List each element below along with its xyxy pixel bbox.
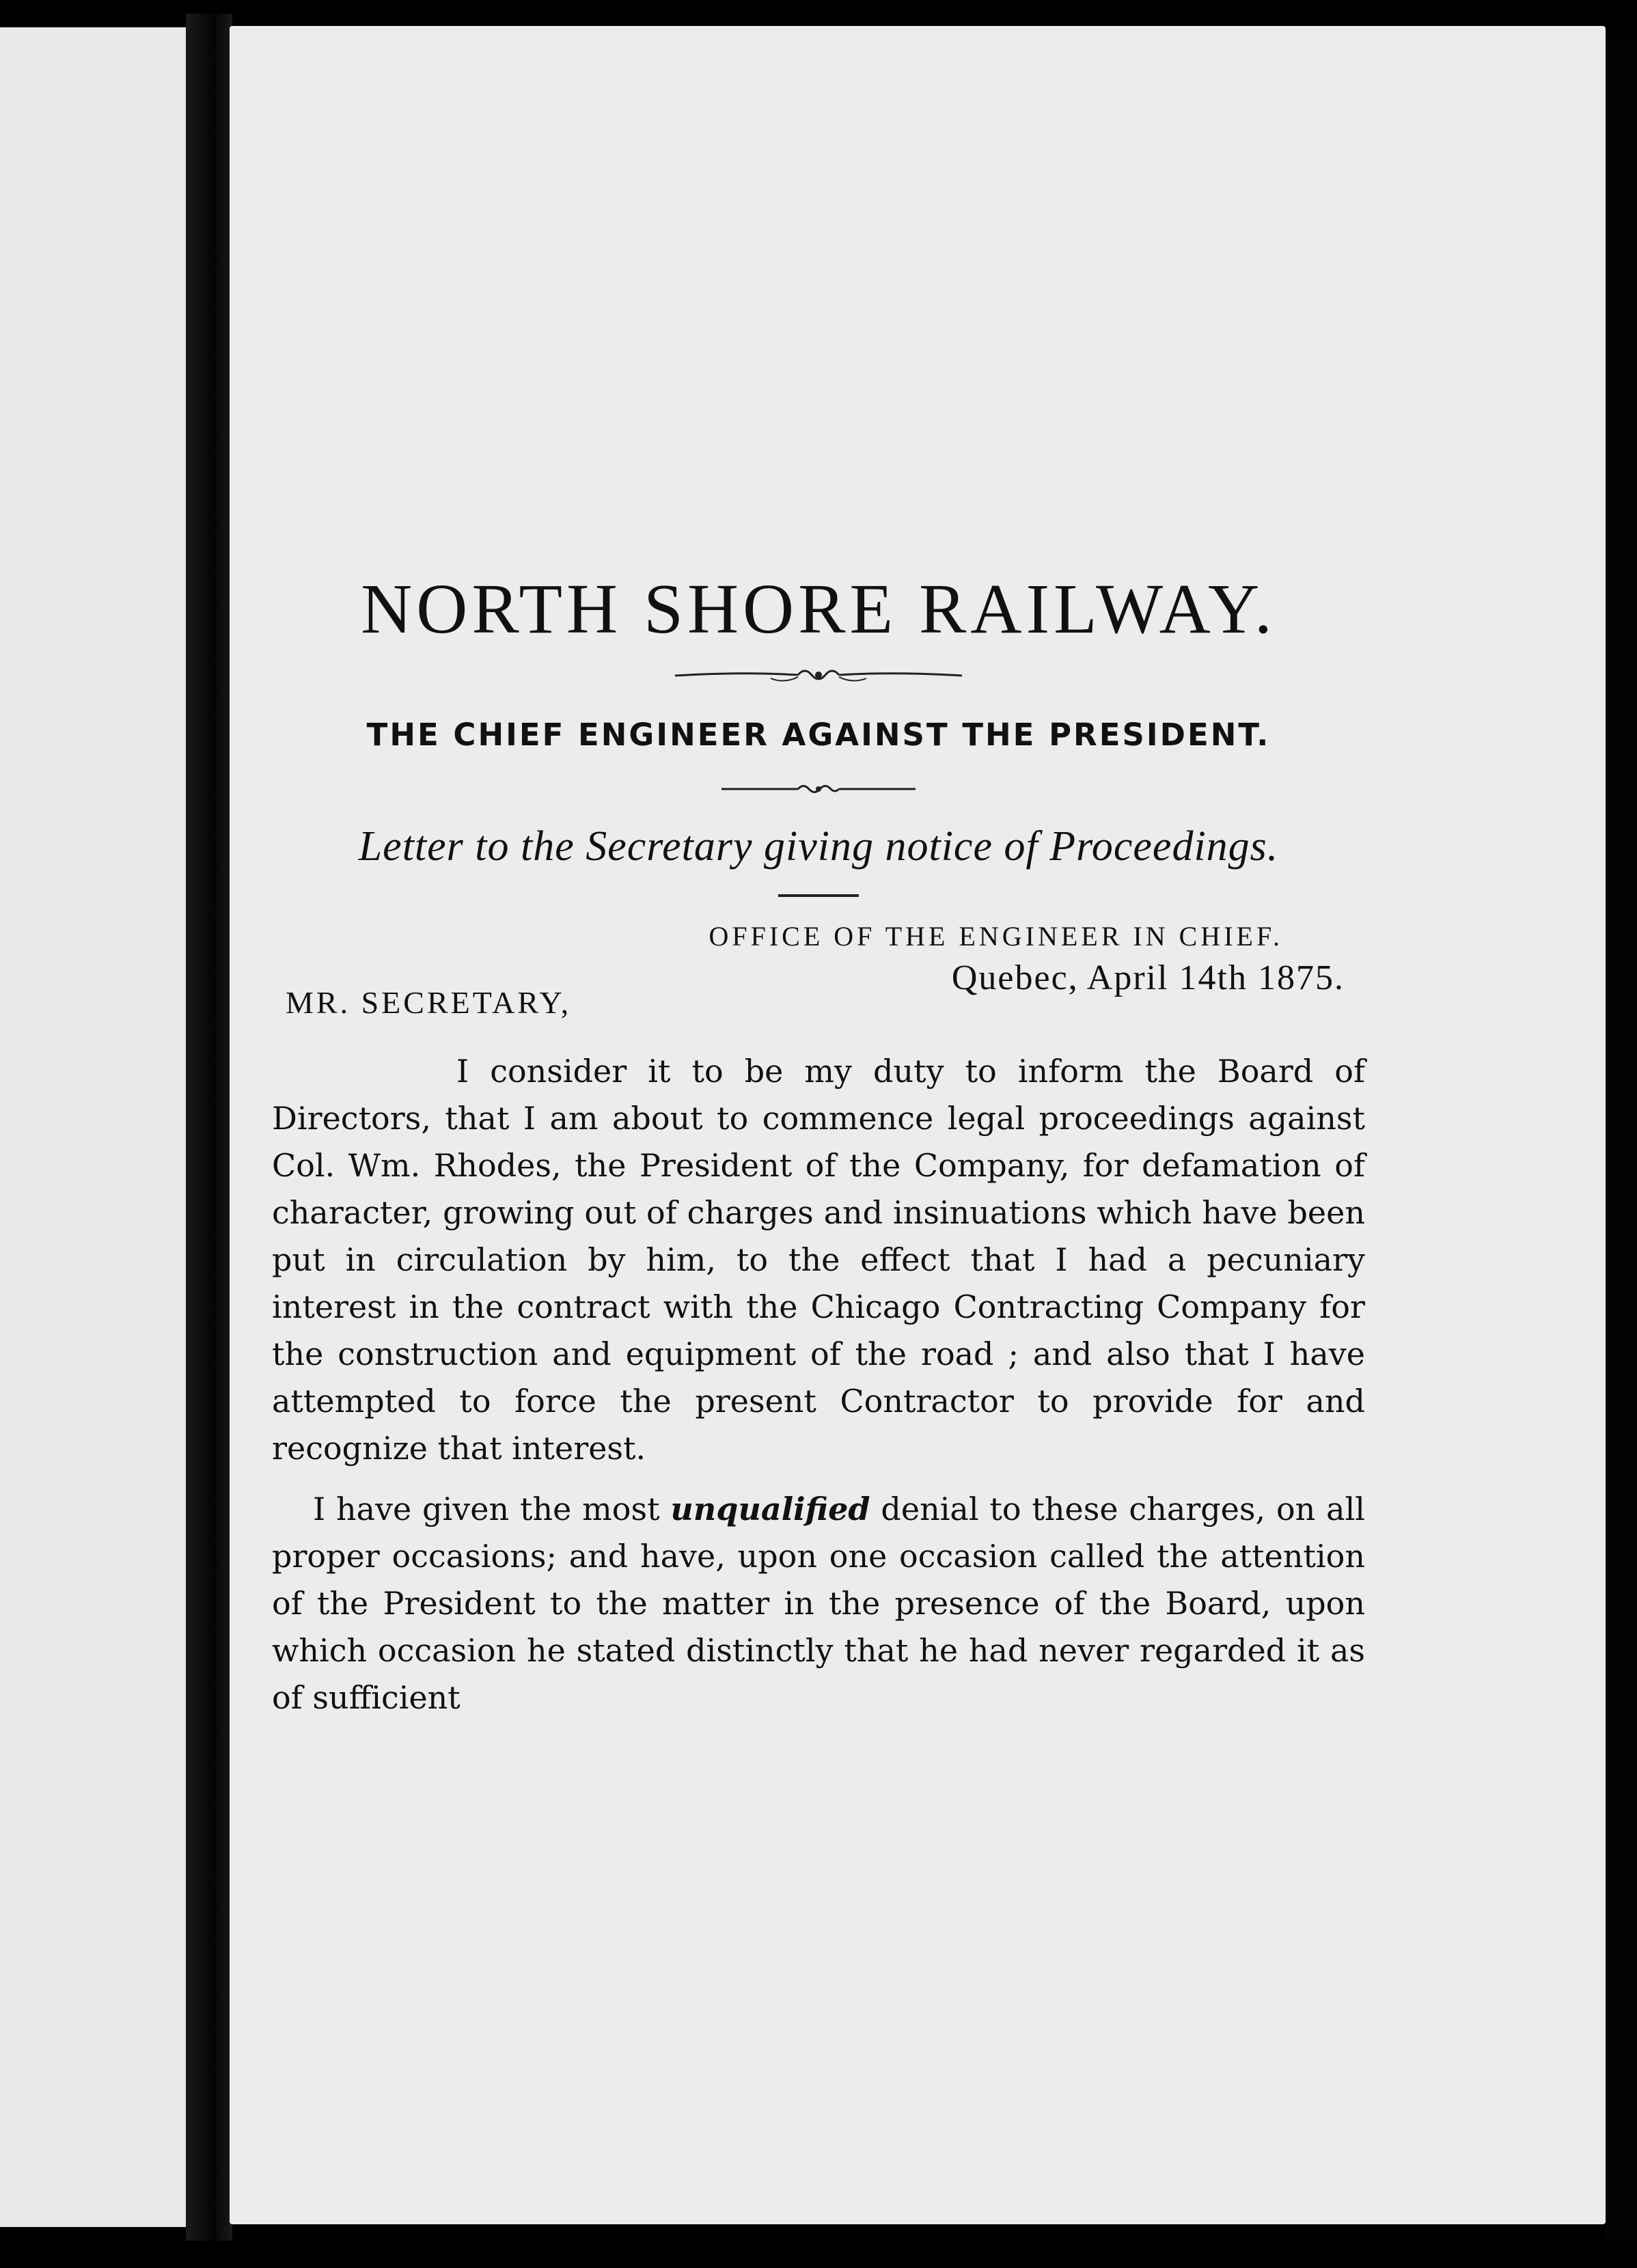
dateline: Quebec, April 14th 1875. (951, 958, 1345, 997)
office-line: OFFICE OF THE ENGINEER IN CHIEF. (709, 921, 1283, 952)
short-rule-divider (778, 894, 859, 897)
right-page-edge (1606, 41, 1637, 2241)
paragraph-2-start: I have given the most (313, 1491, 671, 1527)
page-content (272, 533, 1365, 1721)
ornament-divider-icon (668, 663, 969, 688)
paragraph-2-rest: denial to these charges, on all proper occasions; and have, upon one occasion called the attention of the President to the matter in the presence of the Board, upon which occasion he stated distinctly that he had never regarded it as of sufficient (272, 1491, 1365, 1716)
emphasized-word: unqualified (670, 1491, 870, 1527)
body-paragraph-2 (272, 1486, 1365, 1721)
small-ornament-divider-icon (716, 780, 921, 798)
document-subtitle: THE CHIEF ENGINEER AGAINST THE PRESIDENT. (366, 717, 1271, 753)
body-paragraph-1: I consider it to be my duty to inform the Board of Directors, that I am about to commence legal proceedings against Col. Wm. Rhodes, the President of the Company, for defamation of character, growing out of charges and insinuations which have been put in circulation by him, to the effect that I had a pecuniary interest in the contract with the Chicago Contracting Company for the construction and equipment of the road ; and also that I have attempted to force the present Contractor to provide for and recognize that interest. (272, 1053, 1365, 1467)
salutation: MR. SECRETARY, (286, 985, 572, 1020)
letter-heading: Letter to the Secretary giving notice of Proceedings. (358, 823, 1279, 870)
left-page-edge (0, 27, 186, 2227)
book-gutter-shadow (186, 14, 232, 2241)
document-title: NORTH SHORE RAILWAY. (361, 570, 1276, 648)
